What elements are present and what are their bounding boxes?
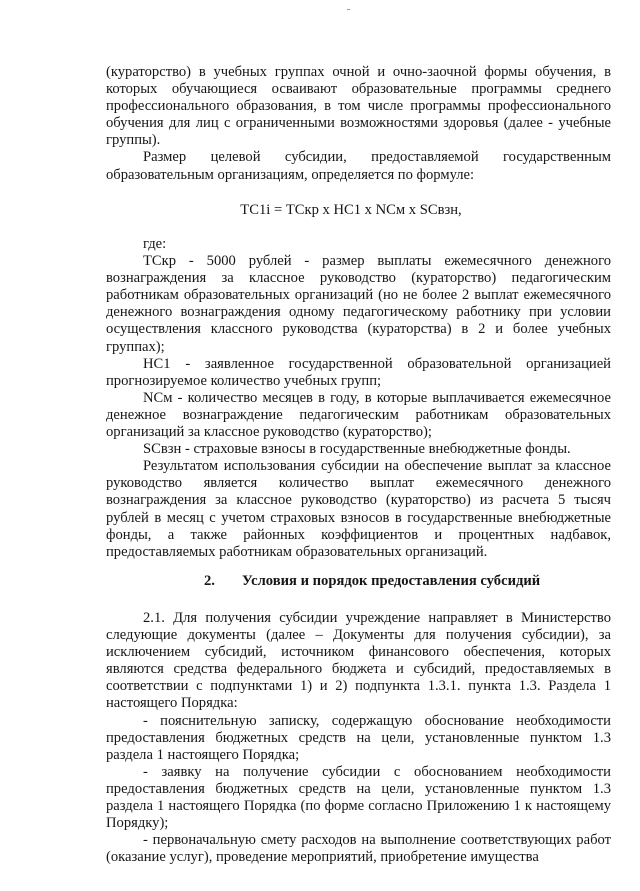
section-heading xyxy=(204,573,540,590)
section-title: Условия и порядок предоставления субсидий xyxy=(242,573,541,589)
definitions-block xyxy=(106,236,611,561)
list-item-estimate: - первоначальную смету расходов на выполнение соответствующих работ (оказание услуг), проведение мероприятий, приобретение имущества xyxy=(106,832,611,866)
paragraph-continuation: (кураторство) в учебных группах очной и очно-заочной формы обучения, в которых обучающиеся осваивают образовательные программы среднего профессионального образования, в том числе программы профессионального обучения для лиц с ограниченными возможностями здоровья (далее - учебные группы). xyxy=(106,64,611,149)
section-2-text xyxy=(106,610,611,866)
scan-mark xyxy=(347,9,350,10)
paragraph-result: Результатом использования субсидии на обеспечение выплат за классное руководство является количество выплат ежемесячного денежного вознаграждения за классное руководство (кураторство) из расчета 5 тысяч рублей в месяц с учетом страховых взносов в государственные внебюджетные фонды, а также районных коэффициентов и процентных надбавок, предоставляемых работникам образовательных организаций. xyxy=(106,458,611,560)
paragraph-2-1: 2.1. Для получения субсидии учреждение направляет в Министерство следующие документы (далее – Документы для получения субсидии), за исключением субсидий, источником финансового обеспечения, которых являются средства федерального бюджета и субсидий, предоставляемых в соответствии с подпунктами 1) и 2) подпункта 1.3.1. пункта 1.3. Раздела 1 настоящего Порядка: xyxy=(106,610,611,712)
definition-tskr: ТСкр - 5000 рублей - размер выплаты ежемесячного денежного вознаграждения за классное руководство (кураторство) педагогическим работникам образовательных организаций (но не более 2 выплат ежемесячного денежного вознаграждения одному педагогическому работнику при условии осуществления классного руководства (кураторства) в 2 и более учебных группах); xyxy=(106,253,611,355)
definition-scvzn: SСвзн - страховые взносы в государственные внебюджетные фонды. xyxy=(143,441,571,458)
intro-text xyxy=(106,64,611,184)
definition-ncm: NСм - количество месяцев в году, в которые выплачивается ежемесячное денежное вознаграждение педагогическим работникам образовательных организаций за классное руководство (кураторство); xyxy=(106,389,611,441)
definition-ns1: НС1 - заявленное государственной образовательной организацией прогнозируемое количество учебных групп; xyxy=(106,355,611,389)
section-number: 2. xyxy=(204,573,215,589)
list-item-explanatory-note: - пояснительную записку, содержащую обоснование необходимости предоставления бюджетных средств на цели, установленные пунктом 1.3 раздела 1 настоящего Порядка; xyxy=(106,712,611,763)
list-item-application: - заявку на получение субсидии с обоснованием необходимости предоставления бюджетных средств на цели, установленные пунктом 1.3 раздела 1 настоящего Порядка (по форме согласно Приложению 1 к настоящему Порядку); xyxy=(106,763,611,832)
formula: ТС1i = ТСкр х НС1 х NСм х SСвзн, xyxy=(240,202,462,218)
where-label: где: xyxy=(143,236,167,252)
paragraph-formula-intro: Размер целевой субсидии, предоставляемой государственным образовательным организациям, определяется по формуле: xyxy=(106,149,611,183)
